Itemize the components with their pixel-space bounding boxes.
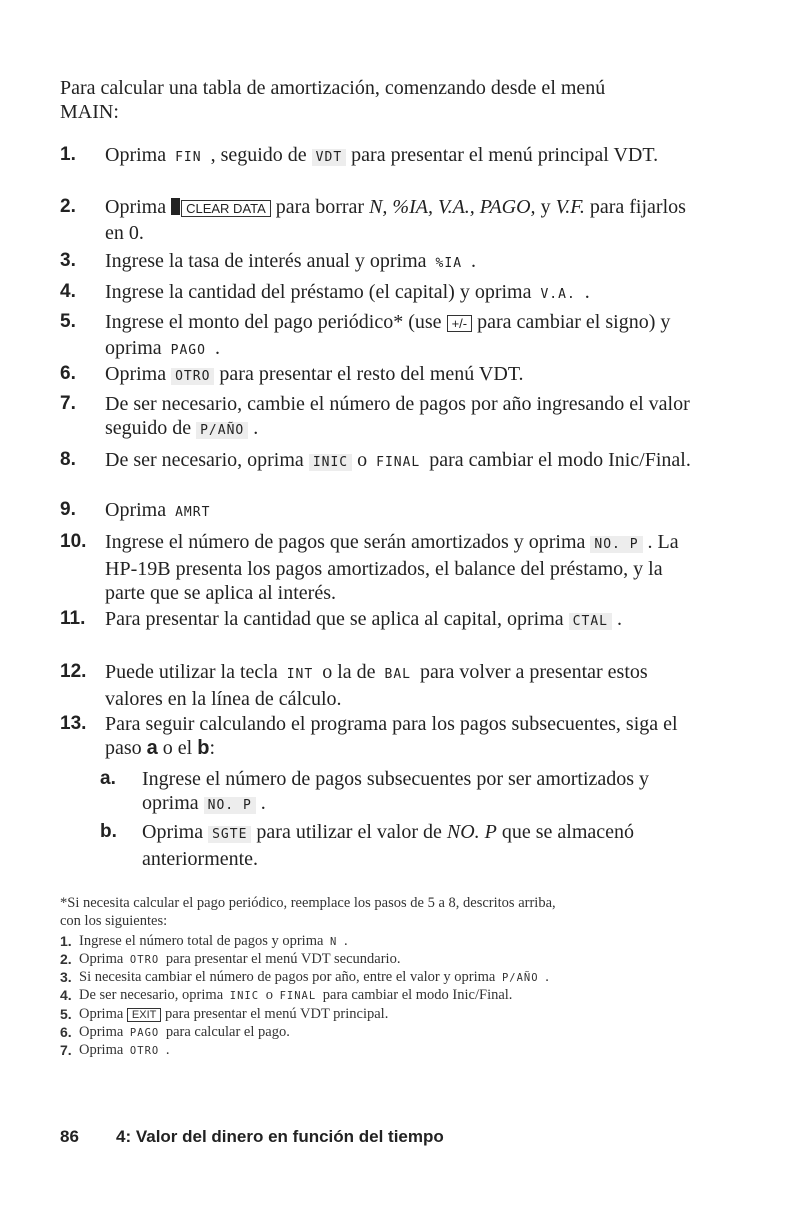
step-number: 1. xyxy=(60,933,72,949)
step-ref-b: b xyxy=(197,737,210,759)
key-sgte: SGTE xyxy=(208,826,251,843)
substep-b xyxy=(100,820,700,871)
footnote-line-2: con los siguientes: xyxy=(60,913,168,929)
step-10 xyxy=(60,530,700,605)
intro-line-2: MAIN: xyxy=(60,101,119,123)
key-p-ano: P/AÑO xyxy=(196,422,248,439)
step-number: 8. xyxy=(60,449,76,470)
step-text: o xyxy=(265,987,273,1003)
key-int: INT xyxy=(286,667,314,682)
key-final: FINAL xyxy=(376,455,421,470)
intro-paragraph xyxy=(60,76,680,124)
step-text: : xyxy=(209,737,216,759)
step-text: Oprima xyxy=(105,144,167,166)
footnote-line-1: *Si necesita calcular el pago periódico, reemplace los pasos de 5 a 8, descritos arriba, xyxy=(60,895,556,911)
step-text: para cambiar el signo) y oprima xyxy=(105,311,671,359)
step-text: Ingrese la cantidad del préstamo (el capital) y oprima xyxy=(105,281,532,303)
chapter-title: 4: Valor del dinero en función del tiempo xyxy=(116,1127,444,1146)
step-number: 12. xyxy=(60,661,87,682)
step-number: 10. xyxy=(60,531,87,552)
step-8 xyxy=(60,448,700,475)
step-number: 1. xyxy=(60,144,76,165)
step-text: . xyxy=(471,250,477,272)
step-text: Para seguir calculando el programa para los pagos subsecuentes, siga el paso xyxy=(105,713,678,759)
key-pago: PAGO xyxy=(170,343,206,358)
key-otro: OTRO xyxy=(129,1045,160,1057)
step-text: Oprima xyxy=(105,499,167,521)
step-number: 6. xyxy=(60,363,76,384)
step-4 xyxy=(60,280,700,307)
step-text: Ingrese el número de pagos que serán amortizados y oprima xyxy=(105,531,586,553)
key-inic: INIC xyxy=(309,454,352,471)
step-6 xyxy=(60,362,700,389)
key-vdt: VDT xyxy=(312,149,346,166)
shift-key-icon xyxy=(171,198,180,215)
step-text: para calcular el pago. xyxy=(165,1024,290,1040)
step-number: 13. xyxy=(60,713,87,734)
key-amrt: AMRT xyxy=(175,505,211,520)
substep-letter: b. xyxy=(100,821,117,842)
step-text: o la de xyxy=(322,661,376,683)
intro-line-1: Para calcular una tabla de amortización, comenzando desde el menú xyxy=(60,77,606,99)
step-12 xyxy=(60,660,700,711)
step-number: 11. xyxy=(60,608,86,629)
step-text: para volver a presentar estos valores en la línea de cálculo. xyxy=(105,661,648,710)
key-va: V.A. xyxy=(540,287,576,302)
footnote-step-1 xyxy=(60,932,700,951)
step-number: 5. xyxy=(60,311,76,332)
footnote-step-7 xyxy=(60,1041,700,1060)
step-text: Puede utilizar la tecla xyxy=(105,661,278,683)
step-text: Ingrese el monto del pago periódico* (use xyxy=(105,311,442,333)
key-n: N xyxy=(330,936,338,948)
step-text: Ingrese el número total de pagos y oprima xyxy=(79,933,324,949)
key-inic: INIC xyxy=(229,990,260,1002)
variable-names: N, %IA, V.A., PAGO, xyxy=(369,196,536,218)
step-text: para cambiar el modo Inic/Final. xyxy=(429,449,691,471)
step-text: . xyxy=(214,337,220,359)
step-text: Si necesita cambiar el número de pagos por año, entre el valor y oprima xyxy=(79,969,496,985)
step-7 xyxy=(60,392,700,443)
page-number: 86 xyxy=(60,1127,79,1146)
step-text: Oprima xyxy=(79,1006,124,1022)
key-bal: BAL xyxy=(384,667,411,682)
footnote-step-5 xyxy=(60,1005,700,1024)
key-no-p: NO. P xyxy=(590,536,642,553)
footnote-step-6 xyxy=(60,1023,700,1042)
step-text: para fijarlos en 0. xyxy=(105,196,686,244)
key-ia: %IA xyxy=(435,256,463,271)
step-text: . xyxy=(344,933,348,949)
step-text: Ingrese la tasa de interés anual y oprima xyxy=(105,250,427,272)
step-text: De ser necesario, oprima xyxy=(79,987,224,1003)
key-final: FINAL xyxy=(279,990,317,1002)
step-text: para borrar xyxy=(275,196,365,218)
step-text: . xyxy=(584,281,590,303)
step-text: , seguido de xyxy=(210,144,307,166)
step-number: 2. xyxy=(60,951,72,967)
substep-letter: a. xyxy=(100,768,116,789)
substep-a xyxy=(100,767,700,818)
key-ctal: CTAL xyxy=(569,613,612,630)
step-text: para presentar el resto del menú VDT. xyxy=(219,363,524,385)
step-text: para presentar el menú VDT secundario. xyxy=(165,951,401,967)
step-text: . xyxy=(545,969,549,985)
step-text: Oprima xyxy=(105,363,167,385)
step-text: . xyxy=(253,417,259,439)
step-text: De ser necesario, oprima xyxy=(105,449,304,471)
key-exit: EXIT xyxy=(127,1008,161,1022)
step-text: y xyxy=(540,196,551,218)
step-2 xyxy=(60,195,700,245)
step-5 xyxy=(60,310,700,363)
step-number: 3. xyxy=(60,969,72,985)
step-text: para cambiar el modo Inic/Final. xyxy=(322,987,513,1003)
step-text: que se almacenó anteriormente. xyxy=(142,821,635,870)
key-p-ano: P/AÑO xyxy=(501,972,539,984)
footnote-step-2 xyxy=(60,950,700,969)
footnote xyxy=(60,894,700,930)
footnote-step-3 xyxy=(60,968,700,987)
step-number: 5. xyxy=(60,1006,72,1022)
step-text: Oprima xyxy=(105,196,167,218)
step-text: Oprima xyxy=(79,951,124,967)
key-clear-data: CLEAR DATA xyxy=(181,200,271,217)
key-pago: PAGO xyxy=(129,1027,160,1039)
variable-name: V.F. xyxy=(555,196,585,218)
step-number: 4. xyxy=(60,281,76,302)
key-otro: OTRO xyxy=(171,368,214,385)
footnote-step-4 xyxy=(60,986,700,1005)
step-number: 2. xyxy=(60,196,76,217)
step-text: De ser necesario, cambie el número de pagos por año ingresando el valor seguido de xyxy=(105,393,690,439)
step-number: 3. xyxy=(60,250,76,271)
step-text: . La HP-19B presenta los pagos amortizados, el balance del préstamo, y la parte que se aplica al interés. xyxy=(105,531,679,604)
step-3 xyxy=(60,249,700,276)
step-number: 9. xyxy=(60,499,76,520)
step-text: Ingrese el número de pagos subsecuentes por ser amortizados y oprima xyxy=(142,768,650,814)
step-number: 7. xyxy=(60,393,76,414)
step-text: para presentar el menú VDT principal. xyxy=(165,1006,389,1022)
step-number: 7. xyxy=(60,1042,72,1058)
key-otro: OTRO xyxy=(129,954,160,966)
step-text: Oprima xyxy=(79,1024,124,1040)
step-9 xyxy=(60,498,700,525)
key-fin: FIN xyxy=(175,150,202,165)
page-footer xyxy=(60,1127,444,1147)
step-text: . xyxy=(165,1042,170,1058)
step-13 xyxy=(60,712,700,760)
variable-name: NO. P xyxy=(446,821,497,843)
step-11 xyxy=(60,607,700,634)
step-text: para utilizar el valor de xyxy=(256,821,442,843)
step-text: . xyxy=(260,792,266,814)
step-1 xyxy=(60,143,700,170)
step-text: Oprima xyxy=(142,821,204,843)
step-number: 6. xyxy=(60,1024,72,1040)
step-text: para presentar el menú principal VDT. xyxy=(351,144,659,166)
step-text: . xyxy=(616,608,622,630)
key-change-sign: +/- xyxy=(447,315,473,332)
key-no-p: NO. P xyxy=(204,797,256,814)
step-text: o el xyxy=(162,737,193,759)
step-ref-a: a xyxy=(146,737,158,759)
step-text: o xyxy=(357,449,368,471)
step-number: 4. xyxy=(60,987,72,1003)
step-text: Oprima xyxy=(79,1042,124,1058)
step-text: Para presentar la cantidad que se aplica al capital, oprima xyxy=(105,608,564,630)
